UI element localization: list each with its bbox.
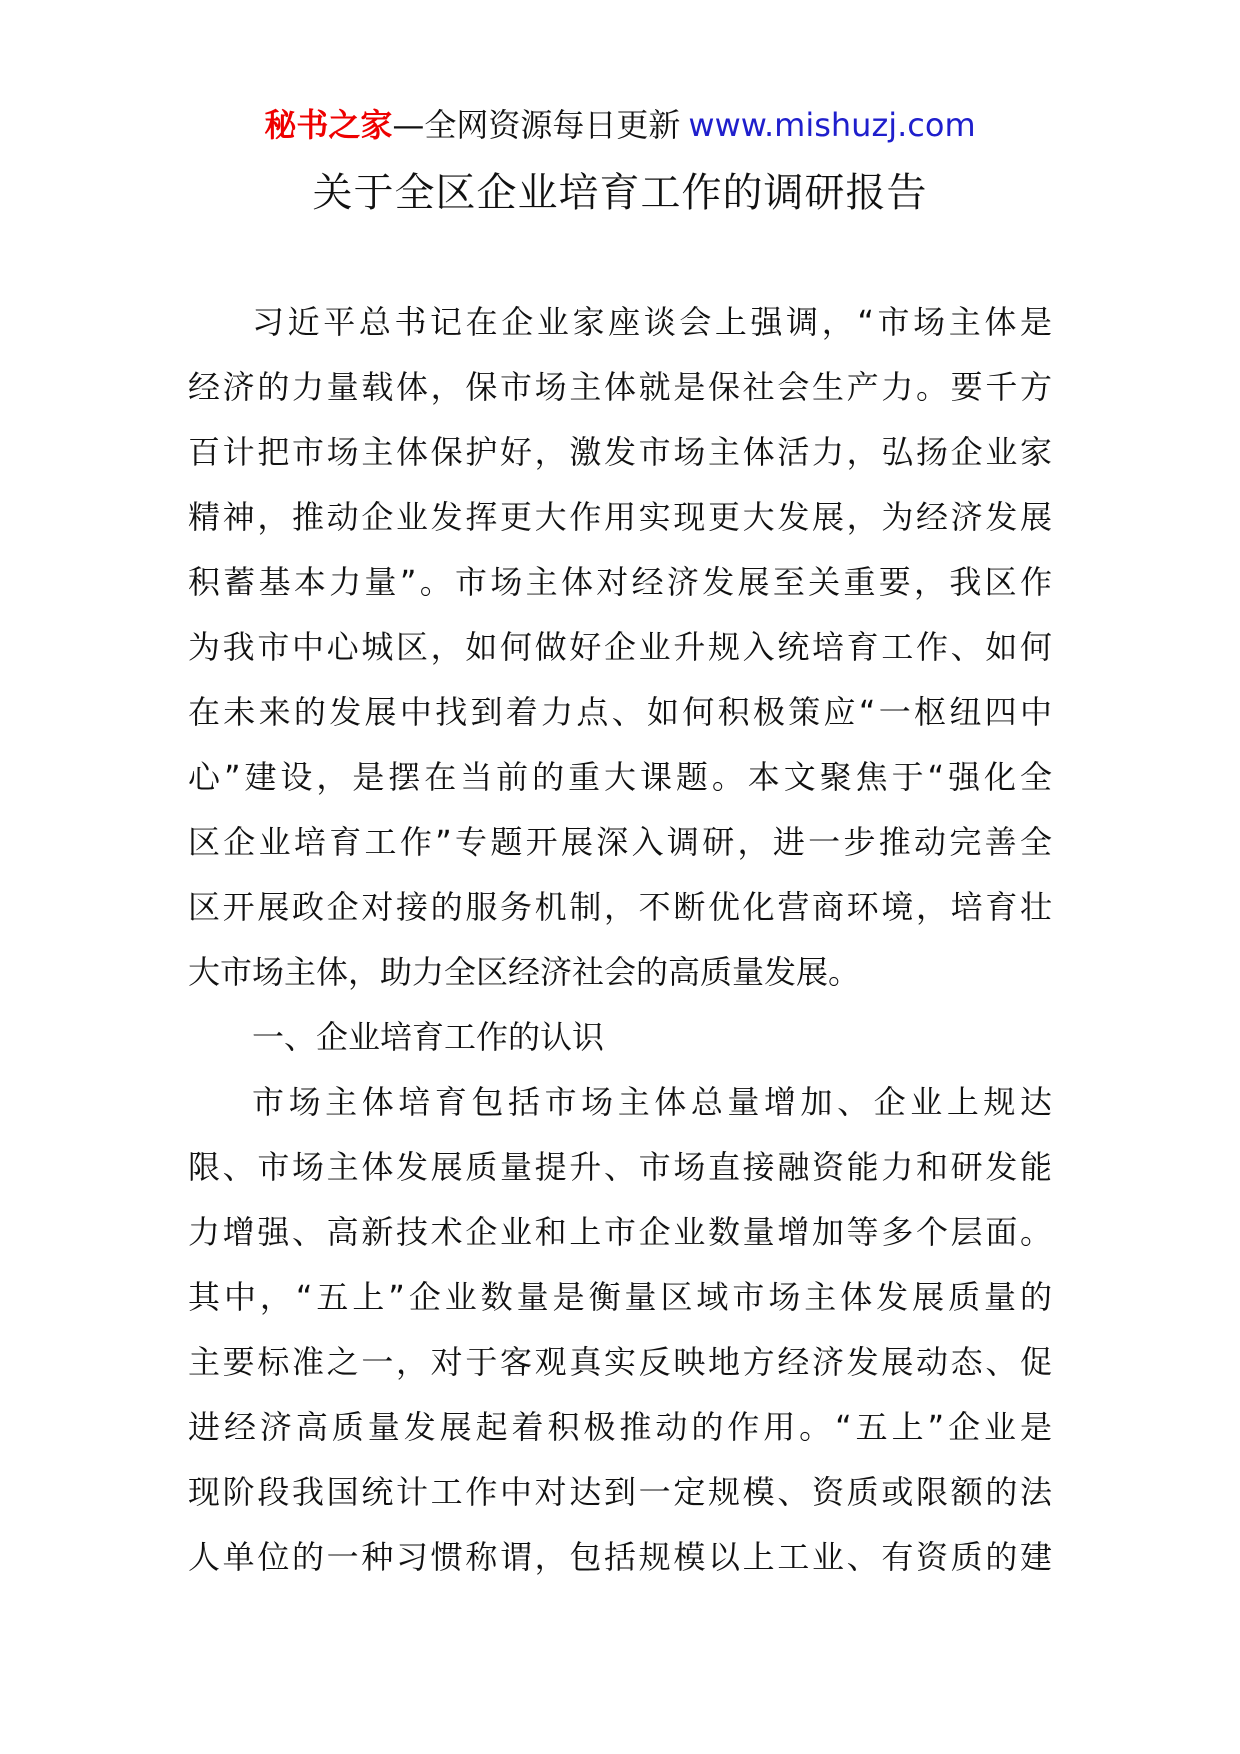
site-url-link[interactable]: www.mishuzj.com — [688, 106, 976, 144]
paragraph-line: 区企业培育工作”专题开展深入调研，进一步推动完善全 — [188, 823, 1052, 861]
paragraph-line: 百计把市场主体保护好，激发市场主体活力，弘扬企业家 — [188, 433, 1052, 471]
paragraph-line: 在未来的发展中找到着力点、如何积极策应“一枢纽四中 — [188, 693, 1052, 731]
site-header — [0, 100, 1240, 150]
paragraph-line: 精神，推动企业发挥更大作用实现更大发展，为经济发展 — [188, 498, 1052, 536]
paragraph-line: 区开展政企对接的服务机制，不断优化营商环境，培育壮 — [188, 888, 1052, 926]
paragraph-line: 其中，“五上”企业数量是衡量区域市场主体发展质量的 — [188, 1278, 1052, 1316]
paragraph-line: 人单位的一种习惯称谓，包括规模以上工业、有资质的建 — [188, 1538, 1052, 1576]
site-name: 秘书之家 — [264, 106, 393, 144]
document-title: 关于全区企业培育工作的调研报告 — [312, 170, 928, 216]
paragraph-line: 心”建设，是摆在当前的重大课题。本文聚焦于“强化全 — [188, 758, 1052, 796]
paragraph-line: 力增强、高新技术企业和上市企业数量增加等多个层面。 — [188, 1213, 1052, 1251]
document-body — [188, 290, 1052, 1590]
section-heading: 一、企业培育工作的认识 — [252, 1018, 605, 1056]
paragraph-line: 限、市场主体发展质量提升、市场直接融资能力和研发能 — [188, 1148, 1052, 1186]
paragraph-line: 习近平总书记在企业家座谈会上强调，“市场主体是 — [252, 303, 1052, 341]
paragraph-line: 积蓄基本力量”。市场主体对经济发展至关重要，我区作 — [188, 563, 1052, 601]
site-slogan: —全网资源每日更新 — [392, 106, 681, 144]
paragraph-line: 经济的力量载体，保市场主体就是保社会生产力。要千方 — [188, 368, 1052, 406]
paragraph-line: 大市场主体，助力全区经济社会的高质量发展。 — [188, 953, 861, 991]
paragraph-line: 主要标准之一，对于客观真实反映地方经济发展动态、促 — [188, 1343, 1052, 1381]
paragraph-line: 为我市中心城区，如何做好企业升规入统培育工作、如何 — [188, 628, 1052, 666]
paragraph-line: 市场主体培育包括市场主体总量增加、企业上规达 — [252, 1083, 1052, 1121]
paragraph-line: 现阶段我国统计工作中对达到一定规模、资质或限额的法 — [188, 1473, 1052, 1511]
paragraph-line: 进经济高质量发展起着积极推动的作用。“五上”企业是 — [188, 1408, 1052, 1446]
